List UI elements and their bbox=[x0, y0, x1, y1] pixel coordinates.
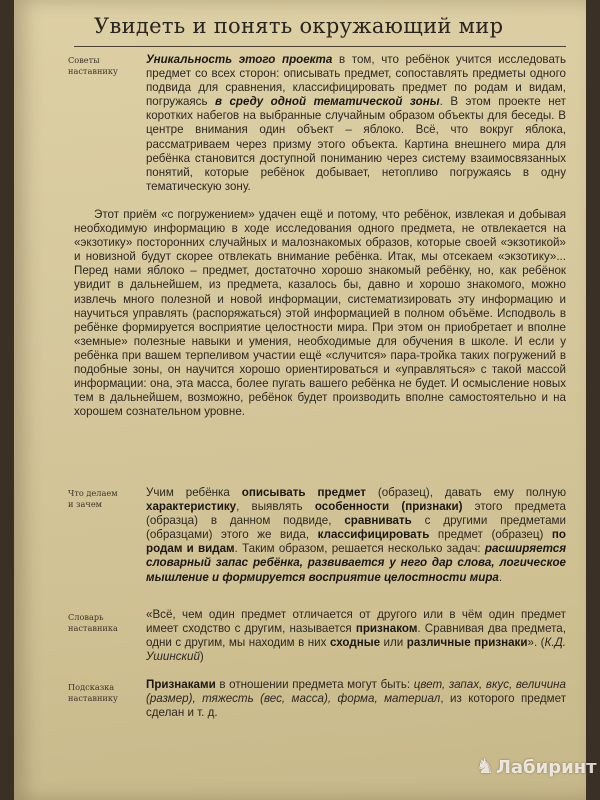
emphasis-text: по родам и видам bbox=[146, 528, 567, 556]
paragraph bbox=[146, 53, 566, 194]
margin-label-line: Что делаем bbox=[68, 488, 118, 498]
emphasis-text: описывать предмет bbox=[241, 486, 366, 499]
page-title: Увидеть и понять окружающий мир bbox=[94, 14, 504, 38]
text-run: . Сравнивая два предмета, одни с другим, мы находим в них bbox=[146, 622, 566, 650]
text-run: . В этом проекте нет коротких набегов на выбранные случайным образом объекты для беседы. В центре внимания один объект – яблоко. Всё, что вокруг яблока, рассматриваем через призму этого объекта. Картина внешнего мира для ребёнка становится доступной пониманию через систему взаимосвязанных понятий, которые ребёнок добывает, нетопливо погружаясь в одну тематическую зону. bbox=[146, 95, 566, 193]
what-block bbox=[146, 486, 566, 585]
text-run: . bbox=[498, 570, 503, 584]
body-block bbox=[74, 208, 566, 419]
text-run: ) bbox=[199, 650, 204, 664]
paragraph bbox=[146, 486, 566, 585]
text-run: (образец), давать ему полную bbox=[365, 486, 567, 499]
text-run: . Таким образом, решается несколько задач: bbox=[234, 542, 485, 556]
hint-block bbox=[146, 678, 566, 720]
emphasis-text: цвет, запах, вкус, величина (размер), тяжесть (вес, масса), форма, материал bbox=[146, 678, 566, 706]
emphasis-text: различные признаки bbox=[406, 636, 528, 650]
text-run: Этот приём «с погружением» удачен ещё и потому, что ребёнок, извлекая и добывая необходимую информацию в ходе исследования одного предмета, не отвлекается на «экзотику» посторонних случайных и малознакомых образов, которые своей «экзотикой» и новизной будут скорее отвлекать внимание ребёнка. Итак, мы отсекаем «экзотику»... Перед нами яблоко – предмет, достаточно хорошо знакомый ребёнку, но, как ребёнок увидит в дальнейшем, из предмета, казалось бы, давно и хорошо знакомого, можно извлечь много полезной и новой информации, систематизировать эту информацию и научиться управлять (распоряжаться) этой информацией в полном объёме. Исподволь в ребёнке формируется восприятие целостности мира. При этом он приобретает и вполне «земные» полезные навыки и умения, необходимые для обучения в школе. И если у ребёнка при вашем терпеливом участии ещё «случится» пара-тройка таких погружений в подобные зоны, он научится хорошо ориентироваться и «управляться» с такой массой информации: она, эта масса, более пугать вашего ребёнка не будет. И осмысление новых тем в дальнейшем, возможно, ребёнок будет производить вполне самостоятельно и на хорошем сознательном уровне. bbox=[74, 208, 566, 419]
margin-label-line: Советы bbox=[68, 55, 100, 65]
margin-label-dict bbox=[68, 612, 140, 634]
paragraph bbox=[146, 678, 566, 720]
emphasis-text: признаком bbox=[355, 622, 418, 636]
text-run: в отношении предмета могут быть: bbox=[215, 678, 414, 691]
margin-label-what bbox=[68, 488, 140, 510]
emphasis-text: в среду одной тематической зоны bbox=[215, 95, 440, 109]
labyrinth-icon: ♞ bbox=[476, 754, 494, 778]
margin-label-advice bbox=[68, 55, 140, 77]
paragraph bbox=[146, 608, 566, 664]
emphasis-text: характеристику bbox=[146, 500, 237, 514]
text-run: Учим ребёнка bbox=[146, 486, 242, 499]
emphasis-text: сравнивать bbox=[344, 514, 412, 528]
dict-block bbox=[146, 608, 566, 664]
emphasis-text: классифицировать bbox=[317, 528, 430, 542]
margin-label-line: Подсказка bbox=[68, 682, 115, 692]
text-run: ». ( bbox=[527, 636, 545, 650]
watermark bbox=[476, 754, 597, 778]
text-run: с другими предметами (образцами) этого же вида, bbox=[146, 514, 566, 542]
margin-label-line: наставника bbox=[68, 623, 118, 633]
margin-label-line: и зачем bbox=[68, 499, 103, 509]
emphasis-text: особенности (признаки) bbox=[314, 500, 463, 514]
text-run: этого предмета (образца) в данном подвиде, bbox=[146, 500, 566, 528]
text-run: в том, что ребёнок учится исследовать предмет со всех сторон: описывать предмет, сопоставлять предметы одного подвида для сравнения, классифицировать предмет по родам и видам, погружаясь bbox=[146, 53, 566, 109]
text-run: , выявлять bbox=[236, 500, 315, 514]
emphasis-text: К.Д. Ушинский bbox=[146, 636, 566, 664]
margin-label-line: наставнику bbox=[68, 66, 118, 76]
emphasis-text: сходные bbox=[329, 636, 381, 650]
text-run: предмет (образец) bbox=[429, 528, 552, 542]
title-rule bbox=[74, 46, 566, 47]
margin-label-line: Словарь bbox=[68, 612, 104, 622]
emphasis-text: расширяется словарный запас ребёнка, развивается у него дар слова, логическое мышление и формируется восприятие целостности мира bbox=[146, 542, 567, 584]
watermark-text: Лабиринт bbox=[495, 757, 597, 778]
advice-block bbox=[146, 53, 566, 194]
text-run: , из которого предмет сделан и т. д. bbox=[146, 692, 566, 720]
emphasis-text: Уникальность этого проекта bbox=[146, 53, 333, 66]
text-run: или bbox=[380, 636, 407, 650]
margin-label-hint bbox=[68, 682, 140, 704]
book-page bbox=[14, 0, 586, 800]
margin-label-line: наставнику bbox=[68, 693, 118, 703]
emphasis-text: Признаками bbox=[146, 678, 216, 691]
text-run: «Всё, чем один предмет отличается от другого или в чём один предмет имеет сходство с другим, называется bbox=[146, 608, 566, 636]
paragraph bbox=[74, 208, 566, 419]
